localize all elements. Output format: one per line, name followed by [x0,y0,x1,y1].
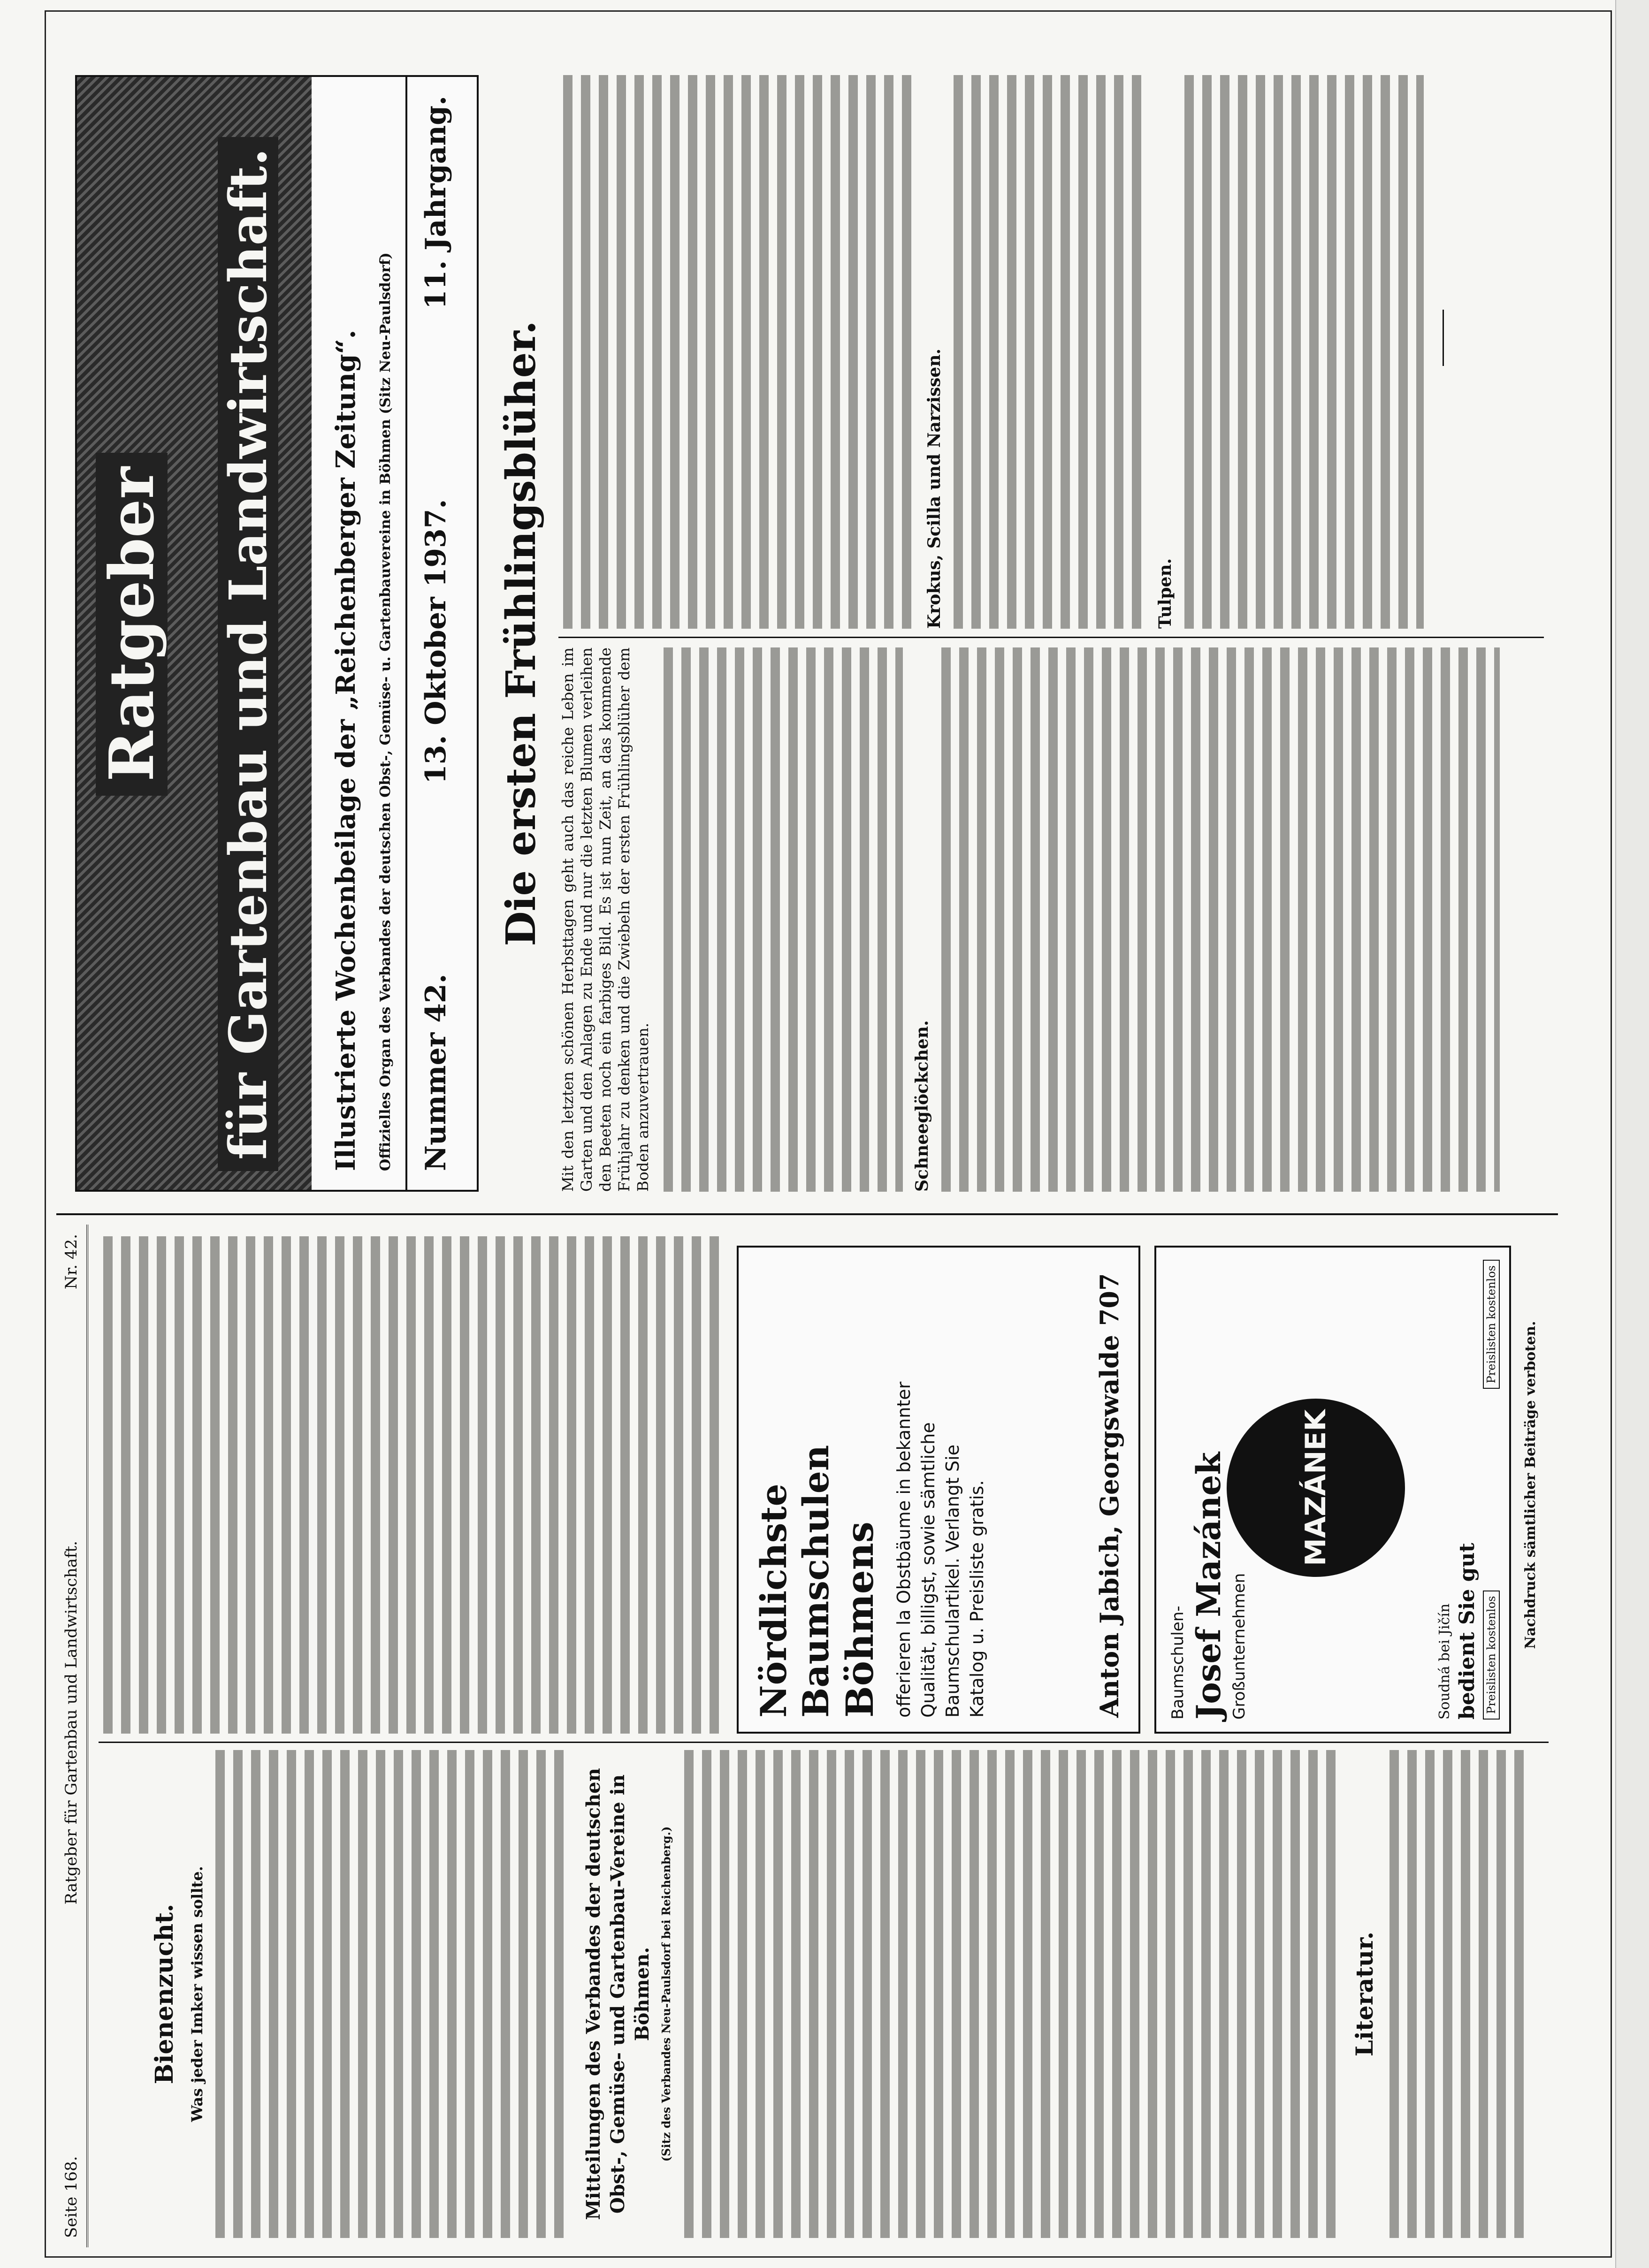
bee-title: Bienenzucht. [150,1903,179,2085]
literature-text [1385,1750,1526,2238]
masthead-title-line1: Ratgeber [96,453,168,796]
masthead-subtitle [330,330,361,1171]
column-rule [99,1742,1549,1743]
article-text-2 [937,647,1500,1192]
subhead-tulpen: Tulpen. [1155,558,1175,629]
ad1-line1: Nördlichste Baumschulen [753,1445,837,1718]
mazanek-logo: MAZÁNEK [1227,1399,1405,1577]
article-text-1 [659,647,903,1192]
subhead-krokus: Krokus, Scilla und Narzissen. [924,348,944,629]
issue-number: Nummer 42. [420,974,452,1171]
end-rule [1443,310,1444,366]
masthead-subtitle-part1: Illustrierte Wochenbeilage der [330,719,361,1171]
masthead-organ-line: Offizielles Organ des Verbandes der deutschen Obst-, Gemüse- u. Gartenbauvereine in Böhmen (Sitz Neu-Paulsdorf) [377,252,394,1171]
article-column-1 [558,647,1544,1192]
literature-title: Literatur. [1351,1931,1378,2057]
running-header-page: Seite 168. [62,2156,81,2238]
continued-article-text [99,1236,723,1734]
article-text-4 [949,75,1146,629]
assoc-title: Mitteilungen des Verbandes der deutschen Obst-, Gemüse- und Gartenbau-Vereine in Böhmen. [582,1768,653,2220]
ad2-tagline: bedient Sie gut [1455,1543,1479,1720]
issue-date: 13. Oktober 1937. [420,499,452,784]
running-header-number: Nr. 42. [62,1234,81,1289]
assoc-article-text [679,1750,1336,2238]
subhead-schneegloeckchen: Schneeglöckchen. [912,1020,932,1192]
ad2-price-left: Preislisten kostenlos [1483,1591,1500,1720]
footer-note: Nachdruck sämtlicher Beiträge verboten. [1522,1321,1539,1649]
masthead [75,75,479,1192]
right-page [56,66,1558,1201]
ad1-firm: Anton Jabich, Georgswalde 707 [1094,1273,1124,1718]
ad2-label: Baumschulen- [1168,1606,1187,1720]
assoc-subtitle: (Sitz des Verbandes Neu-Paulsdorf bei Reichenberg.) [659,1826,673,2162]
scan-edge-strip [1615,0,1649,2268]
article-intro: Mit den letzten schönen Herbsttagen geht auch das reiche Leben im Garten und den Anlagen zu Ende und nur die letzten Blumen verleihen den Beeten noch ein farbiges Bild. Es ist nun Zeit, an das kommende Frühjahr zu denken und die Zwiebeln der ersten Frühlingsblüher dem Boden anzuvertrauen. [559,647,652,1192]
bee-article-text [211,1750,567,2238]
main-article-title: Die ersten Frühlingsblüher. [497,320,545,946]
ad1-line2: Böhmens [838,1522,882,1718]
ad2-suffix: Großunternehmen [1230,1573,1249,1720]
bee-subtitle: Was jeder Imker wissen sollte. [188,1866,206,2122]
left-column-1 [99,1750,1549,2238]
ad-jabich [737,1246,1140,1734]
article-text-3 [558,75,915,629]
rotated-newspaper-page [56,61,1558,2247]
page-fold-rule [56,1213,1558,1215]
running-header-title: Ratgeber für Gartenbau und Landwirtschaft. [62,1541,81,1905]
masthead-rule [405,77,407,1190]
left-page [56,1225,1558,2247]
article-text-5 [1180,75,1424,629]
issue-line [420,96,452,1171]
ad2-name: Josef Mazánek [1189,1452,1228,1720]
article-column-2 [558,75,1544,629]
issue-volume: 11. Jahrgang. [420,96,452,310]
ad-mazanek [1154,1246,1511,1734]
article-column-rule [558,637,1544,638]
running-header [56,1225,88,2247]
ad2-price-right: Preislisten kostenlos [1483,1260,1500,1389]
masthead-title-line2: für Gartenbau und Landwirtschaft. [218,137,278,1171]
ad1-body: offerieren la Obstbäume in bekannter Qualität, billigst, sowie sämtliche Baumschulartikel. Verlangt Sie Katalog u. Preisliste gratis. [893,1381,987,1718]
left-column-2 [99,1236,1549,1734]
masthead-subtitle-part2: „Reichenberger Zeitung“. [330,329,361,710]
ad2-place: Soudná bei Jičín [1436,1603,1453,1720]
